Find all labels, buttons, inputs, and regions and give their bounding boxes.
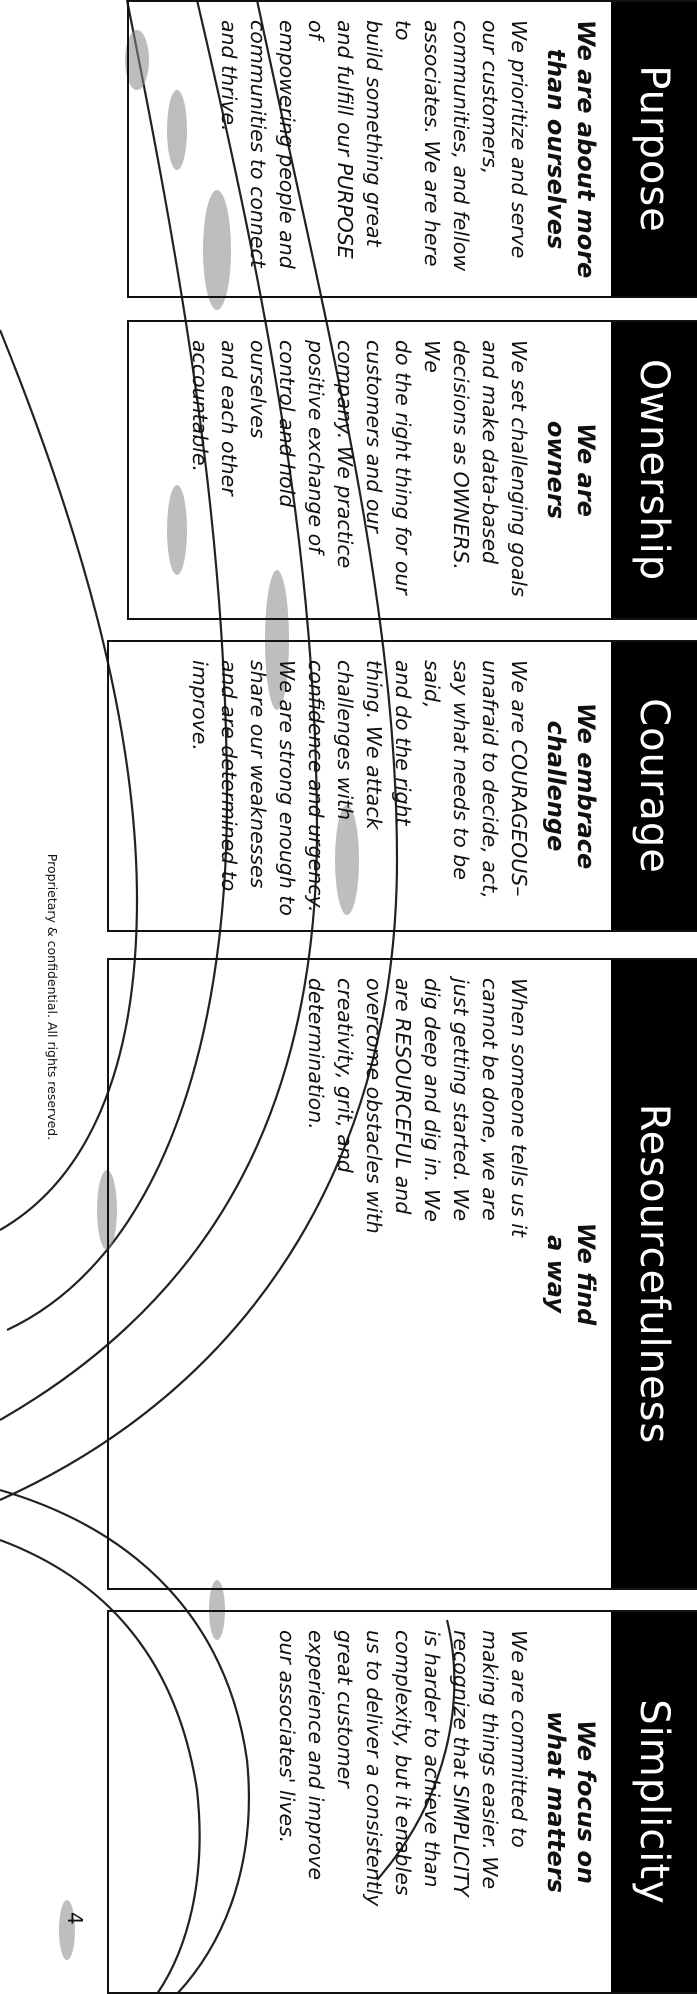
card-title: Ownership [611,320,697,620]
card-subtitle: We embrace challenge [542,702,600,870]
value-card-ownership [127,320,697,620]
value-card-purpose [127,0,697,298]
card-body: We set challenging goals and make data-based decisions as OWNERS. We do the right thing for our customers and our company. We practice positive exchange of control and hold ourselves and each other accountable. [188,340,531,597]
value-card-simplicity [107,1610,697,1994]
card-subtitle: We focus on what matters [542,1711,600,1893]
value-card-courage [107,640,697,932]
card-title: Purpose [611,0,697,298]
card-body: We are committed to making things easier. We recognize that SIMPLICITY is harder to achieve than complexity, but it enables us to deliver a consistently great customer experience and improve our associates' lives. [275,1630,531,1907]
confidentiality-footer: Proprietary & confidential. All rights reserved. [45,853,60,1141]
card-title: Resourcefulness [611,958,697,1590]
card-title: Simplicity [611,1610,697,1994]
card-body: When someone tells us it cannot be done, we are just getting started. We dig deep and dig in. We are RESOURCEFUL and overcome obstacles with creativity, grit, and determination. [304,978,531,1238]
card-subtitle: We find a way [542,1222,600,1326]
card-body: We are COURAGEOUS– unafraid to decide, act, say what needs to be said, and do the right thing. We attack challenges with confidence and urgency. We are strong enough to share our weaknesses and are determined to improve. [188,660,531,916]
page-number: 4 [63,1912,87,1925]
card-body: We prioritize and serve our customers, communities, and fellow associates. We are here to build something great and fulfill our PURPOSE of empowering people and communities to connect and thrive. [217,20,531,272]
card-subtitle: We are owners [542,420,600,520]
card-subtitle: We are about more than ourselves [542,19,600,279]
card-title: Courage [611,640,697,932]
value-card-resourcefulness [107,958,697,1590]
